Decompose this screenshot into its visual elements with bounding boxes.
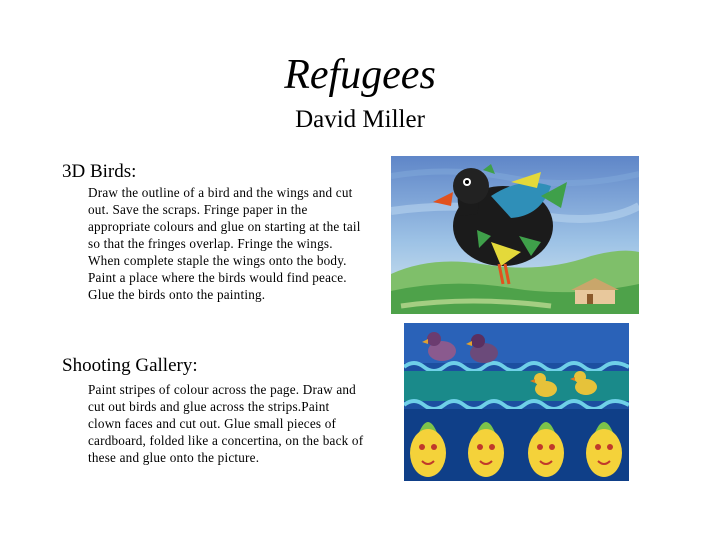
slide-title: Refugees: [284, 52, 436, 98]
section-body-shooting-gallery: Paint stripes of colour across the page. Draw and cut out birds and glue across the strips.Paint clown faces and cut out. Glue small pieces of cardboard, folded like a concertina, on the back of these and glue onto the picture.: [88, 382, 364, 465]
shooting-gallery-artwork-image: [404, 323, 629, 481]
section-body-3d-birds: Draw the outline of a bird and the wings and cut out. Save the scraps. Fringe paper in the appropriate colours and glue on starting at the tail so that the fringes overlap. Fringe the wings. When complete staple the wings onto the body. Paint a place where the birds would find peace. Glue the birds onto the painting.: [88, 185, 361, 302]
section-heading-3d-birds: 3D Birds:: [62, 161, 137, 182]
slide-subtitle: David Miller: [295, 106, 425, 133]
bird-artwork-image: [391, 156, 639, 314]
section-heading-shooting-gallery: Shooting Gallery:: [62, 355, 198, 376]
